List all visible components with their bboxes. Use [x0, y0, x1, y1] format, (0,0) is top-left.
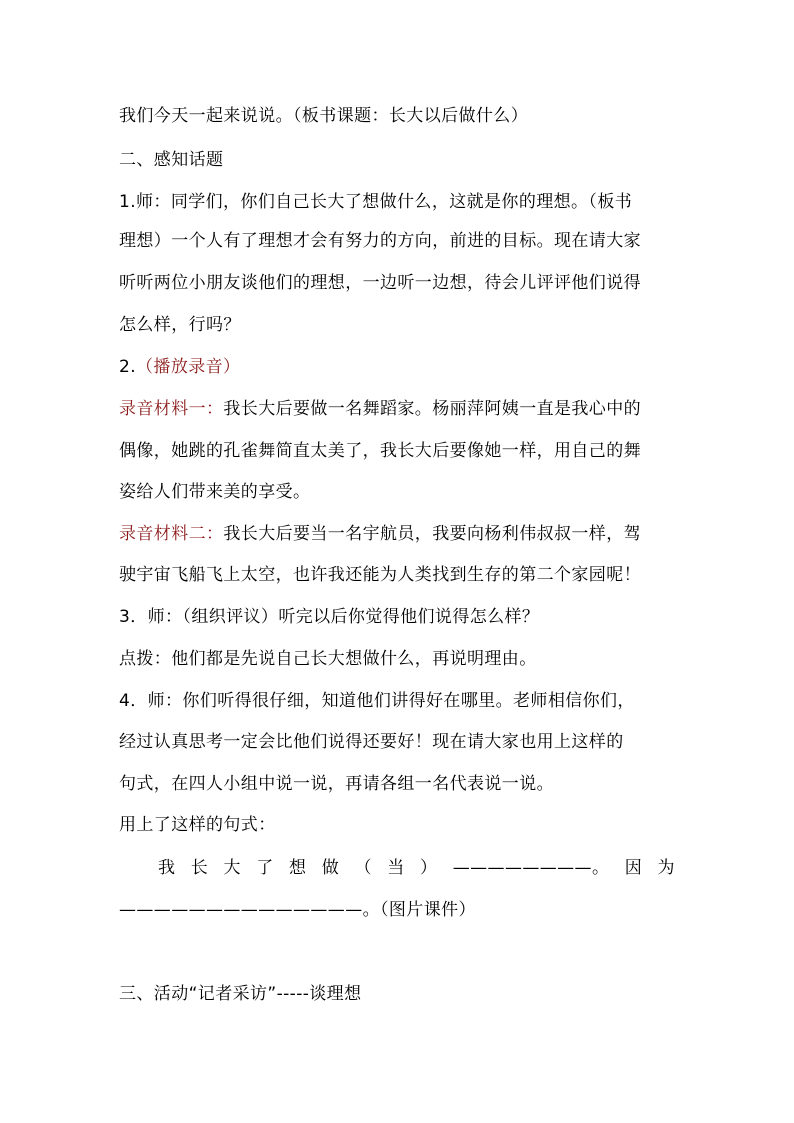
paragraph-line: 理想）一个人有了理想才会有努力的方向，前进的目标。现在请大家: [119, 231, 641, 251]
sentence-pattern-line: [158, 856, 675, 880]
paragraph-line: 1.师：同学们，你们自己长大了想做什么，这就是你的理想。（板书: [119, 192, 633, 212]
paragraph-line: 偶像，她跳的孔雀舞简直太美了，我长大后要像她一样，用自己的舞: [119, 441, 641, 461]
paragraph-line: 驶宇宙飞船飞上太空，也许我还能为人类找到生存的第二个家园呢！: [119, 565, 641, 585]
pattern-word: 当: [387, 858, 405, 878]
pattern-word: 了: [256, 858, 274, 878]
section-heading: 二、感知话题: [119, 150, 224, 170]
paragraph-line: ——————————————。（图片课件）: [119, 900, 476, 920]
pattern-word: ）: [420, 858, 438, 878]
recording-material-2-label: 录音材料二：: [119, 524, 224, 544]
paragraph-line: 句式，在四人小组中说一说，再请各组一名代表说一说。: [119, 774, 554, 794]
recording-material-1-text: 我长大后要做一名舞蹈家。杨丽萍阿姨一直是我心中的: [223, 399, 642, 419]
pattern-word: （: [354, 858, 372, 878]
paragraph-line: 用上了这样的句式：: [119, 815, 276, 835]
pattern-word: 长: [190, 858, 209, 878]
play-recording-label: （播放录音）: [136, 357, 241, 377]
paragraph-line: 经过认真思考一定会比他们说得还要好！现在请大家也用上这样的: [119, 732, 624, 752]
pattern-word: 我: [158, 858, 176, 878]
paragraph-line: [119, 355, 675, 379]
paragraph-line: 听听两位小朋友谈他们的理想，一边听一边想，待会儿评评他们说得: [119, 273, 641, 293]
pattern-word: 大: [223, 858, 241, 878]
pattern-blank: ————————。: [452, 858, 610, 878]
paragraph-line: [119, 522, 675, 546]
paragraph-line: 3．师：（组织评议）听完以后你觉得他们说得怎么样？: [119, 607, 540, 627]
section-heading: 三、活动“记者采访”-----谈理想: [119, 984, 362, 1004]
pattern-word: 因: [624, 858, 643, 878]
pattern-word: 想: [289, 858, 307, 878]
paragraph-line: 怎么样，行吗？: [119, 315, 241, 335]
recording-material-2-text: 我长大后要当一名宇航员，我要向杨利伟叔叔一样，驾: [223, 524, 642, 544]
paragraph-line: [119, 397, 675, 421]
pattern-word: 做: [321, 858, 340, 878]
item-number: 2.: [119, 357, 137, 377]
paragraph-line: 点拨：他们都是先说自己长大想做什么，再说明理由。: [119, 649, 537, 669]
paragraph-line: 姿给人们带来美的享受。: [119, 482, 311, 502]
recording-material-1-label: 录音材料一：: [119, 399, 224, 419]
paragraph-line: 我们今天一起来说说。（板书课题：长大以后做什么）: [119, 106, 529, 126]
paragraph-line: 4．师：你们听得很仔细，知道他们讲得好在哪里。老师相信你们，: [119, 691, 635, 711]
pattern-word: 为: [657, 858, 675, 878]
